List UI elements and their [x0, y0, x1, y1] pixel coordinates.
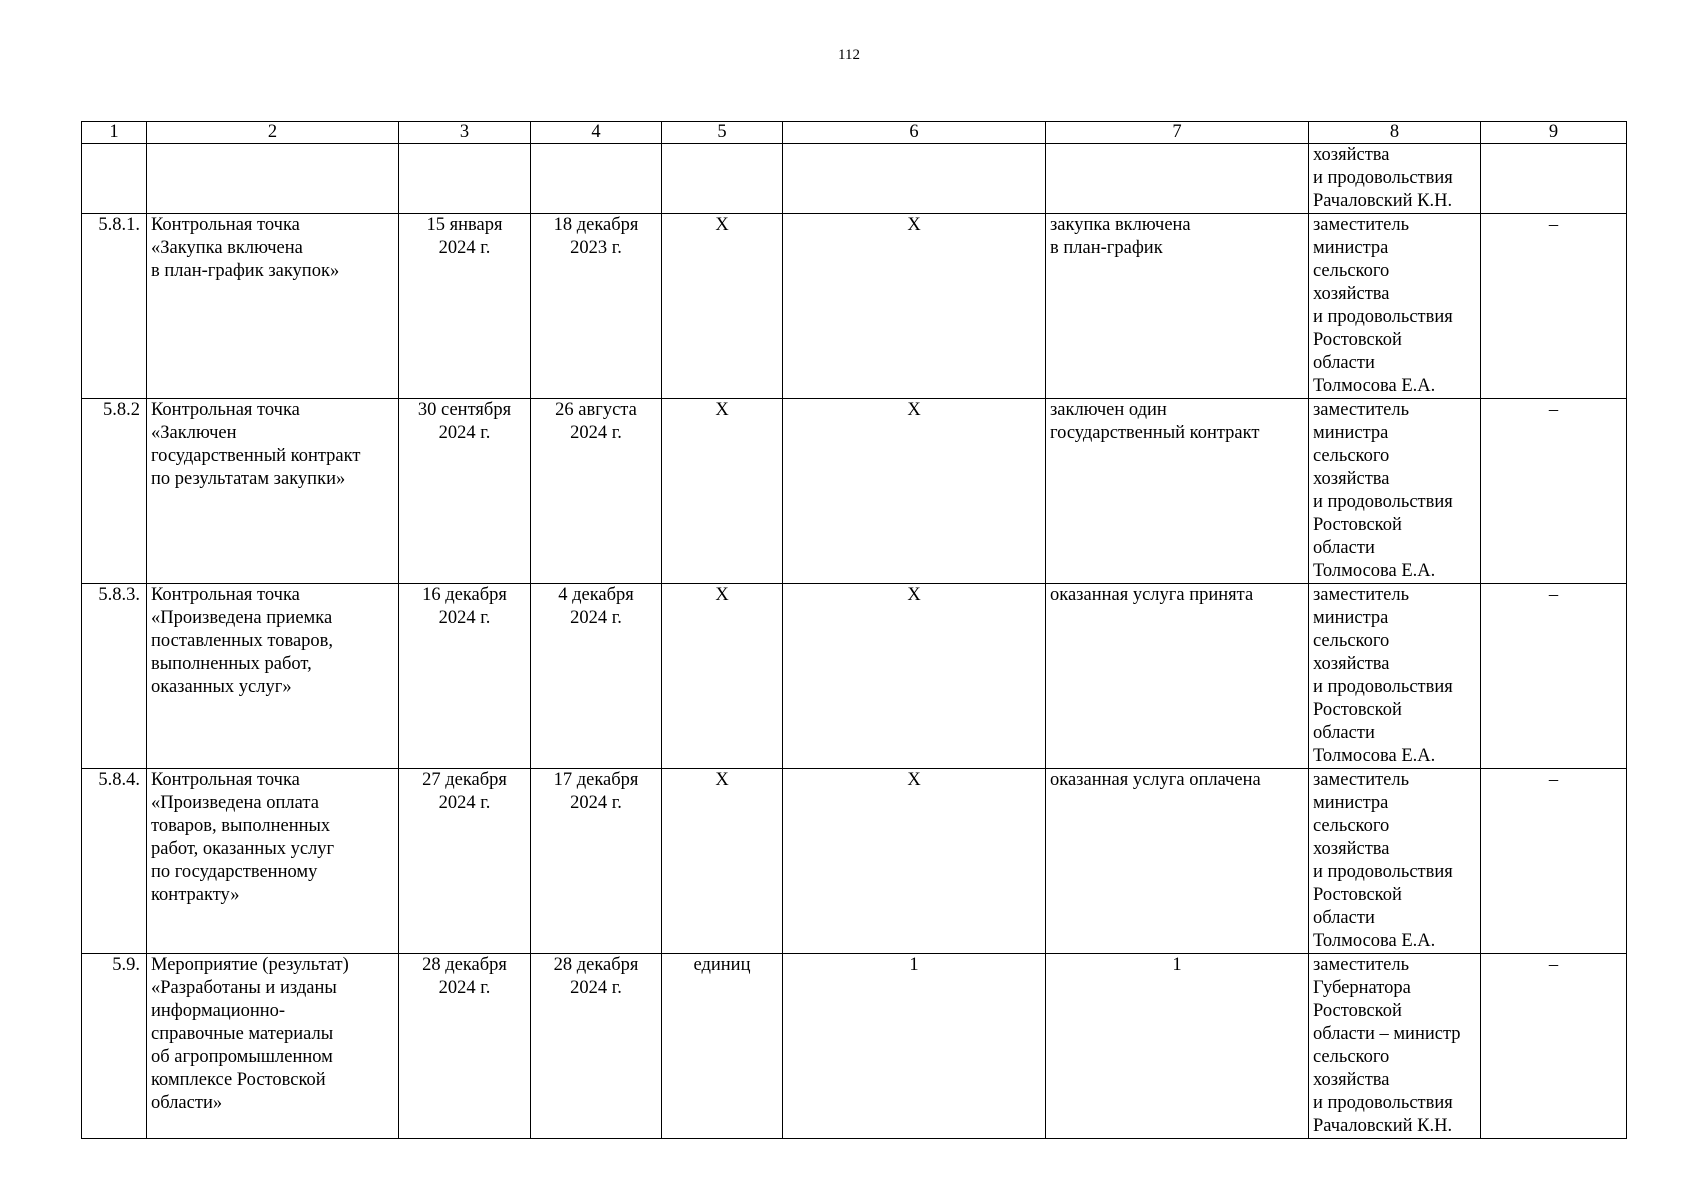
date-actual	[531, 954, 662, 1139]
responsible-cell-line: сельского	[1313, 446, 1390, 466]
table-row	[82, 769, 1627, 954]
date-plan	[399, 584, 531, 769]
unit-cell: X	[662, 399, 783, 584]
row-number: 5.8.4.	[82, 769, 147, 954]
row-number	[82, 144, 147, 214]
responsible-cell-line: хозяйства	[1313, 839, 1390, 859]
plan-value: X	[783, 214, 1046, 399]
responsible-cell-line: министра	[1313, 793, 1389, 813]
event-name-line: «Заключен	[151, 423, 237, 443]
page-number: 112	[838, 47, 860, 63]
plan-value: X	[783, 399, 1046, 584]
header-cell: 1	[82, 122, 147, 144]
header-cell: 6	[783, 122, 1046, 144]
date-plan	[399, 769, 531, 954]
plan-value: X	[783, 769, 1046, 954]
row-number: 5.8.1.	[82, 214, 147, 399]
responsible-cell	[1309, 399, 1481, 584]
result-cell-line: государственный контракт	[1050, 423, 1260, 443]
unit-cell: X	[662, 214, 783, 399]
date-plan-line: 28 декабря	[422, 955, 507, 975]
event-name-line: по результатам закупки»	[151, 469, 346, 489]
event-name	[147, 769, 399, 954]
date-actual	[531, 584, 662, 769]
unit-cell: единиц	[662, 954, 783, 1139]
responsible-cell-line: сельского	[1313, 261, 1390, 281]
responsible-cell	[1309, 584, 1481, 769]
date-actual	[531, 214, 662, 399]
responsible-cell-line: сельского	[1313, 1047, 1390, 1067]
date-actual-line: 2024 г.	[570, 423, 622, 443]
responsible-cell-line: хозяйства	[1313, 145, 1390, 165]
responsible-cell	[1309, 769, 1481, 954]
table-row	[82, 214, 1627, 399]
responsible-cell-line: и продовольствия	[1313, 677, 1453, 697]
date-plan-line: 2024 г.	[438, 238, 491, 258]
event-name-line: Контрольная точка	[151, 585, 300, 605]
note-cell: –	[1481, 769, 1627, 954]
event-name-line: Контрольная точка	[151, 215, 300, 235]
result-cell	[1046, 214, 1309, 399]
responsible-cell-line: хозяйства	[1313, 469, 1390, 489]
result-cell	[1046, 584, 1309, 769]
plan-value: 1	[783, 954, 1046, 1139]
responsible-cell-line: и продовольствия	[1313, 307, 1453, 327]
plan-table	[81, 121, 1627, 1139]
event-name-line: «Произведена приемка	[151, 608, 333, 628]
responsible-cell-line: Ростовской	[1313, 700, 1402, 720]
responsible-cell-line: области	[1313, 908, 1375, 928]
result-cell	[1046, 144, 1309, 214]
event-name	[147, 144, 399, 214]
event-name-line: выполненных работ,	[151, 654, 312, 674]
responsible-cell-line: области	[1313, 538, 1375, 558]
event-name-line: поставленных товаров,	[151, 631, 334, 651]
note-cell: –	[1481, 214, 1627, 399]
date-plan-line: 16 декабря	[422, 585, 507, 605]
responsible-cell-line: области	[1313, 353, 1375, 373]
event-name-line: информационно-	[151, 1001, 286, 1021]
responsible-cell-line: заместитель	[1313, 215, 1410, 235]
table-row	[82, 399, 1627, 584]
table-row	[82, 584, 1627, 769]
responsible-cell-line: министра	[1313, 238, 1389, 258]
event-name-line: в план-график закупок»	[151, 261, 340, 281]
row-number: 5.8.2	[82, 399, 147, 584]
header-cell: 3	[399, 122, 531, 144]
event-name-line: комплексе Ростовской	[151, 1070, 326, 1090]
responsible-cell-line: Толмосова Е.А.	[1313, 561, 1436, 581]
event-name-line: государственный контракт	[151, 446, 361, 466]
date-actual-line: 2024 г.	[570, 978, 622, 998]
result-cell	[1046, 399, 1309, 584]
responsible-cell-line: Толмосова Е.А.	[1313, 746, 1436, 766]
event-name-line: «Произведена оплата	[151, 793, 319, 813]
date-plan-line: 30 сентября	[417, 400, 512, 420]
table-body	[82, 122, 1627, 1139]
responsible-cell-line: и продовольствия	[1313, 492, 1453, 512]
event-name-line: по государственному	[151, 862, 318, 882]
event-name-line: «Закупка включена	[151, 238, 303, 258]
row-number: 5.9.	[82, 954, 147, 1139]
plan-value	[783, 144, 1046, 214]
responsible-cell-line: и продовольствия	[1313, 168, 1453, 188]
responsible-cell-line: Рачаловский К.Н.	[1313, 1116, 1453, 1136]
date-plan	[399, 954, 531, 1139]
event-name	[147, 954, 399, 1139]
responsible-cell-line: хозяйства	[1313, 284, 1390, 304]
plan-value: X	[783, 584, 1046, 769]
event-name-line: справочные материалы	[151, 1024, 334, 1044]
result-cell-line: заключен один	[1050, 400, 1167, 420]
responsible-cell-line: хозяйства	[1313, 1070, 1390, 1090]
unit-cell	[662, 144, 783, 214]
event-name-line: работ, оказанных услуг	[151, 839, 335, 859]
note-cell	[1481, 144, 1627, 214]
result-cell-line: закупка включена	[1050, 215, 1191, 235]
result-cell-line: в план-график	[1050, 238, 1163, 258]
responsible-cell	[1309, 214, 1481, 399]
responsible-cell-line: министра	[1313, 423, 1389, 443]
date-actual-line: 2024 г.	[570, 793, 622, 813]
event-name-line: «Разработаны и изданы	[151, 978, 337, 998]
date-plan	[399, 214, 531, 399]
result-cell	[1046, 769, 1309, 954]
event-name-line: Контрольная точка	[151, 400, 300, 420]
responsible-cell-line: заместитель	[1313, 400, 1410, 420]
responsible-cell-line: Толмосова Е.А.	[1313, 931, 1436, 951]
event-name-line: области»	[151, 1093, 223, 1113]
date-actual-line: 17 декабря	[553, 770, 639, 790]
date-plan-line: 2024 г.	[438, 608, 491, 628]
responsible-cell	[1309, 144, 1481, 214]
event-name-line: Контрольная точка	[151, 770, 300, 790]
responsible-cell-line: области	[1313, 723, 1375, 743]
date-plan-line: 2024 г.	[438, 793, 491, 813]
unit-cell: X	[662, 769, 783, 954]
result-cell-line: 1	[1172, 955, 1182, 975]
note-cell: –	[1481, 954, 1627, 1139]
date-actual	[531, 144, 662, 214]
unit-cell: X	[662, 584, 783, 769]
date-actual-line: 4 декабря	[558, 585, 634, 605]
responsible-cell-line: заместитель	[1313, 955, 1410, 975]
event-name-line: оказанных услуг»	[151, 677, 292, 697]
note-cell: –	[1481, 584, 1627, 769]
event-name	[147, 399, 399, 584]
responsible-cell-line: заместитель	[1313, 585, 1410, 605]
event-name	[147, 584, 399, 769]
responsible-cell-line: министра	[1313, 608, 1389, 628]
responsible-cell-line: сельского	[1313, 816, 1390, 836]
responsible-cell-line: Губернатора	[1313, 978, 1411, 998]
responsible-cell-line: и продовольствия	[1313, 1093, 1453, 1113]
header-cell: 2	[147, 122, 399, 144]
header-cell: 7	[1046, 122, 1309, 144]
note-cell: –	[1481, 399, 1627, 584]
event-name-line: товаров, выполненных	[151, 816, 331, 836]
date-plan-line: 2024 г.	[438, 423, 491, 443]
date-plan-line: 2024 г.	[438, 978, 491, 998]
date-actual-line: 2023 г.	[570, 238, 622, 258]
date-actual-line: 18 декабря	[553, 215, 639, 235]
header-cell: 8	[1309, 122, 1481, 144]
date-plan	[399, 144, 531, 214]
responsible-cell-line: Толмосова Е.А.	[1313, 376, 1436, 396]
result-cell-line: оказанная услуга принята	[1050, 585, 1254, 605]
date-plan	[399, 399, 531, 584]
header-cell: 4	[531, 122, 662, 144]
responsible-cell-line: хозяйства	[1313, 654, 1390, 674]
date-actual-line: 26 августа	[555, 400, 637, 420]
responsible-cell-line: заместитель	[1313, 770, 1410, 790]
date-actual	[531, 769, 662, 954]
responsible-cell-line: и продовольствия	[1313, 862, 1453, 882]
event-name	[147, 214, 399, 399]
responsible-cell-line: Рачаловский К.Н.	[1313, 191, 1453, 211]
header-cell: 5	[662, 122, 783, 144]
responsible-cell-line: Ростовской	[1313, 515, 1402, 535]
header-cell: 9	[1481, 122, 1627, 144]
date-actual-line: 2024 г.	[570, 608, 622, 628]
responsible-cell-line: Ростовской	[1313, 1001, 1402, 1021]
event-name-line: об агропромышленном	[151, 1047, 333, 1067]
header-row	[82, 122, 1627, 144]
responsible-cell-line: Ростовской	[1313, 885, 1402, 905]
date-plan-line: 27 декабря	[422, 770, 507, 790]
table-row	[82, 954, 1627, 1139]
table-row	[82, 144, 1627, 214]
result-cell	[1046, 954, 1309, 1139]
date-actual-line: 28 декабря	[553, 955, 639, 975]
date-actual	[531, 399, 662, 584]
responsible-cell-line: области – министр	[1313, 1024, 1461, 1044]
result-cell-line: оказанная услуга оплачена	[1050, 770, 1261, 790]
row-number: 5.8.3.	[82, 584, 147, 769]
event-name-line: контракту»	[151, 885, 240, 905]
date-plan-line: 15 января	[426, 215, 503, 235]
responsible-cell	[1309, 954, 1481, 1139]
responsible-cell-line: Ростовской	[1313, 330, 1402, 350]
responsible-cell-line: сельского	[1313, 631, 1390, 651]
event-name-line: Мероприятие (результат)	[151, 955, 349, 975]
